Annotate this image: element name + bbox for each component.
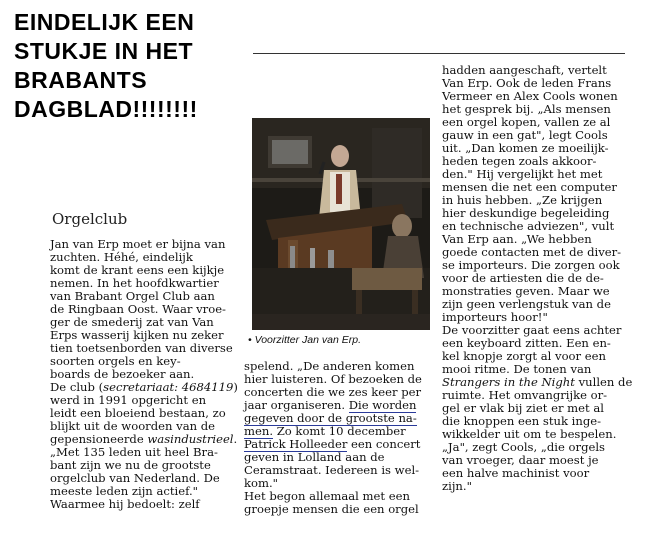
headline (14, 8, 254, 124)
highlighted-text: gegeven door de grootste na- (244, 411, 417, 425)
text-line: zijn geen verlengstuk van de (442, 297, 611, 311)
text-line: Vermeer en Alex Cools wonen (442, 89, 618, 103)
text-line: ger de smederij zat van Van (50, 315, 214, 329)
text-line: den." Hij vergelijkt het met (442, 167, 603, 181)
headline-line: EINDELIJK EEN (14, 9, 195, 35)
text-line: een halve machinist voor (442, 466, 590, 480)
text-span: ) (233, 380, 238, 394)
text-line: hadden aangeschaft, vertelt (442, 63, 607, 77)
text-line: hier deskundige begeleiding (442, 206, 610, 220)
text-span-italic: wasindustrieel (147, 432, 234, 446)
text-line: mensen die net een computer (442, 180, 617, 194)
section-title: Orgelclub (52, 210, 128, 228)
text-line: kel knopje zorgt al voor een (442, 349, 606, 363)
text-line: voor de artiesten die de de- (442, 271, 604, 285)
text-line: een keyboard zitten. Een en- (442, 336, 611, 350)
text-line: Waarmee hij bedoelt: zelf (50, 497, 200, 511)
text-line: wikkelder uit om te bespelen. (442, 427, 617, 441)
text-line: Jan van Erp moet er bijna van (50, 237, 226, 251)
photo-caption: • Voorzitter Jan van Erp. (248, 334, 362, 346)
text-line: groepje mensen die een orgel (244, 502, 419, 516)
text-line: die knoppen een stuk inge- (442, 414, 602, 428)
text-line: gauw in een gat", legt Cools (442, 128, 608, 142)
text-span: De club ( (50, 380, 104, 394)
text-line: bant zijn we nu de grootste (50, 458, 211, 472)
text-line: concerten die we zes keer per (244, 385, 422, 399)
text-line: van Brabant Orgel Club aan (50, 289, 215, 303)
text-line: werd in 1991 opgericht en (50, 393, 207, 407)
secretariat-phone: secretariaat: 4684119 (103, 380, 234, 394)
text-line: boards de bezoeker aan. (50, 367, 195, 381)
text-line: hier luisteren. Of bezoeken de (244, 372, 422, 386)
text-line: nemen. In het hoofdkwartier (50, 276, 219, 290)
text-line: leidt een bloeiend bestaan, zo (50, 406, 226, 420)
headline-line: DAGBLAD!!!!!!!! (14, 96, 198, 122)
column-divider-rule (253, 53, 625, 54)
text-line: en technische adviezen", vult (442, 219, 615, 233)
text-line: kom." (244, 476, 279, 490)
photo-illustration (252, 118, 430, 330)
text-line: uit. „Dan komen ze moeilijk- (442, 141, 609, 155)
text-line: mooi ritme. De tonen van (442, 362, 592, 376)
text-span: vullen de (574, 375, 633, 389)
text-span: jaar organiseren. (244, 398, 349, 412)
text-line: importeurs hoor!" (442, 310, 548, 324)
text-line: Erps wasserij kijken nu zeker (50, 328, 224, 342)
text-span: Zo komt 10 december (273, 424, 406, 438)
text-line: soorten orgels en key- (50, 354, 181, 368)
text-line: monstraties geven. Maar we (442, 284, 610, 298)
text-line: zijn." (442, 479, 472, 493)
text-line: geven in Lolland aan de (244, 450, 385, 464)
text-line: goede contacten met de diver- (442, 245, 622, 259)
text-line: „Ja", zegt Cools, „die orgels (442, 440, 606, 454)
text-span: . (233, 432, 238, 446)
text-line: meeste leden zijn actief." (50, 484, 198, 498)
highlighted-text: Die worden (348, 398, 417, 412)
text-line: Van Erp. Ook de leden Frans (442, 76, 612, 90)
text-span: een concert (347, 437, 421, 451)
text-line: Van Erp aan. „We hebben (442, 232, 592, 246)
text-line: een orgel kopen, vallen ze al (442, 115, 611, 129)
text-line: gel er vlak bij ziet er met al (442, 401, 604, 415)
text-line: blijkt uit de woorden van de (50, 419, 216, 433)
text-span: gepensioneerde (50, 432, 148, 446)
text-line: orgelclub van Nederland. De (50, 471, 220, 485)
text-line: se importeurs. Die zorgen ook (442, 258, 620, 272)
song-title: Strangers in the Night (442, 375, 575, 389)
text-line: komt de krant eens een kijkje (50, 263, 225, 277)
highlighted-text: men. (244, 424, 274, 438)
text-line: Het begon allemaal met een (244, 489, 410, 503)
text-line: de Ringbaan Oost. Waar vroe- (50, 302, 226, 316)
headline-line: STUKJE IN HET (14, 38, 194, 64)
text-line: in huis hebben. „Ze krijgen (442, 193, 603, 207)
text-line: ruimte. Het omvangrijke or- (442, 388, 608, 402)
text-line: van vroeger, daar moest je (442, 453, 599, 467)
text-line: De voorzitter gaat eens achter (442, 323, 622, 337)
headline-line: BRABANTS (14, 67, 148, 93)
article-column-2 (244, 360, 435, 516)
text-line: spelend. „De anderen komen (244, 359, 415, 373)
article-column-1 (50, 238, 236, 511)
text-line: heden tegen zoals akkoor- (442, 154, 597, 168)
text-line: het gesprek bij. „Als mensen (442, 102, 611, 116)
text-line: Ceramstraat. Iedereen is wel- (244, 463, 420, 477)
text-line: tien toetsenborden van diverse (50, 341, 233, 355)
highlighted-name: Patrick Holleeder (244, 437, 348, 451)
article-column-3 (442, 64, 632, 493)
text-line: „Met 135 leden uit heel Bra- (50, 445, 218, 459)
text-line: zuchten. Héhé, eindelijk (50, 250, 193, 264)
article-photo (252, 118, 430, 330)
